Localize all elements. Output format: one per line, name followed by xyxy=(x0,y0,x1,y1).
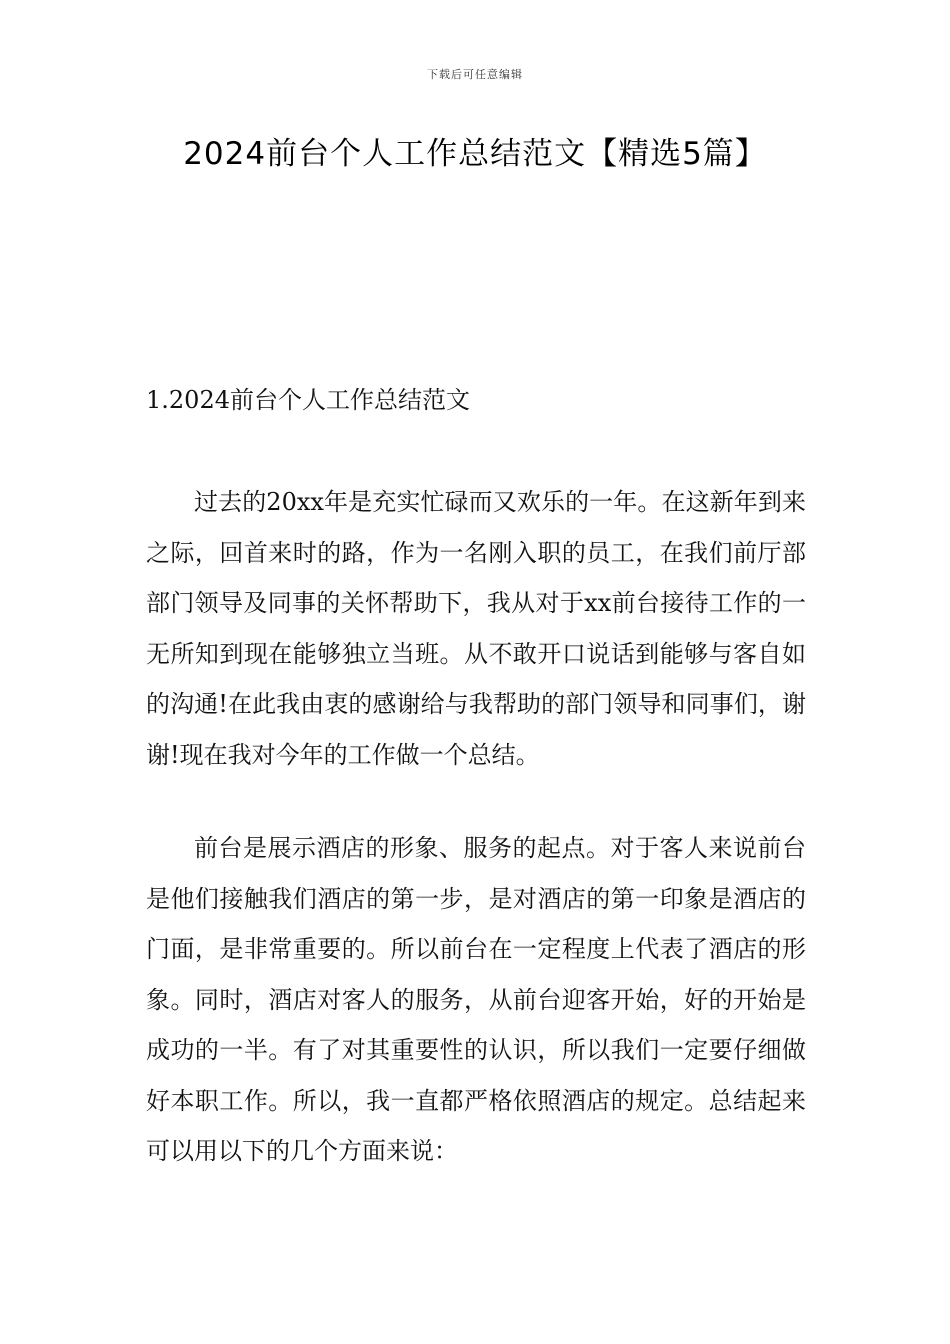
header-note: 下载后可任意编辑 xyxy=(427,68,523,81)
body-paragraph-1: 过去的20xx年是充实忙碌而又欢乐的一年。在这新年到来之际，回首来时的路，作为一名刚入职的员工，在我们前厅部部门领导及同事的关怀帮助下，我从对于xx前台接待工作的一无所知到现在能够独立当班。从不敢开口说话到能够与客自如的沟通!在此我由衷的感谢给与我帮助的部门领导和同事们，谢谢!现在我对今年的工作做一个总结。 xyxy=(146,488,806,769)
section-heading: 1.2024前台个人工作总结范文 xyxy=(146,386,470,414)
document-title: 2024前台个人工作总结范文【精选5篇】 xyxy=(183,136,767,172)
body-paragraph-2: 前台是展示酒店的形象、服务的起点。对于客人来说前台是他们接触我们酒店的第一步，是对酒店的第一印象是酒店的门面，是非常重要的。所以前台在一定程度上代表了酒店的形象。同时，酒店对客人的服务，从前台迎客开始，好的开始是成功的一半。有了对其重要性的认识，所以我们一定要仔细做好本职工作。所以，我一直都严格依照酒店的规定。总结起来可以用以下的几个方面来说： xyxy=(146,834,806,1165)
